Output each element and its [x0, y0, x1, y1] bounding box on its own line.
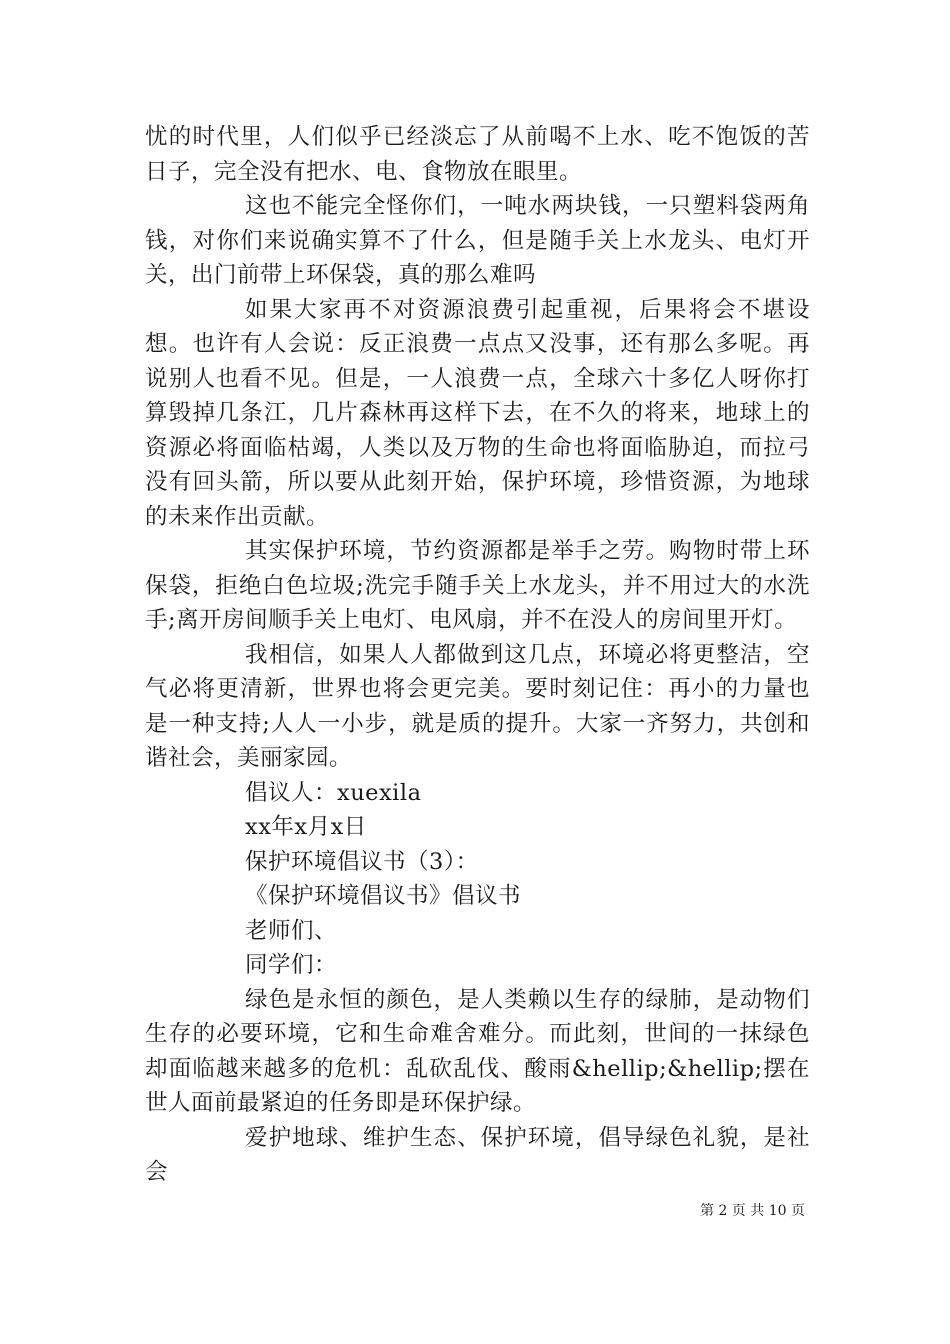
date-line: xx年x月x日: [245, 814, 367, 840]
section-heading: 保护环境倡议书（3）：: [245, 848, 479, 875]
salutation-teachers: 老师们、: [245, 917, 338, 944]
document-body: [145, 120, 810, 1190]
paragraph: 绿色是永恒的颜色，是人类赖以生存的绿肺，是动物们生存的必要环境，它和生命难舍难分。而此刻，世间的一抹绿色却面临越来越多的危机：乱砍乱伐、酸雨&hellip;&hellip;摆在世人面前最紧迫的任务即是环保护绿。: [145, 986, 810, 1116]
document-title: 《保护环境倡议书》倡议书: [245, 883, 522, 909]
paragraph: 其实保护环境，节约资源都是举手之劳。购物时带上环保袋，拒绝白色垃圾;洗完手随手关上水龙头，并不用过大的水洗手;离开房间顺手关上电灯、电风扇，并不在没人的房间里开灯。: [145, 538, 810, 633]
page-number: 第 2 页 共 10 页: [700, 1203, 805, 1219]
paragraph: 这也不能完全怪你们，一吨水两块钱，一只塑料袋两角钱，对你们来说确实算不了什么，但是随手关上水龙头、电灯开关，出门前带上环保袋，真的那么难吗: [145, 193, 810, 288]
proposer-line: 倡议人：xuexila: [245, 779, 422, 806]
paragraph: 我相信，如果人人都做到这几点，环境必将更整洁，空气必将更清新，世界也将会更完美。要时刻记住：再小的力量也是一种支持;人人一小步，就是质的提升。大家一齐努力，共创和谐社会，美丽家园。: [145, 641, 810, 771]
paragraph: 忧的时代里，人们似乎已经淡忘了从前喝不上水、吃不饱饭的苦日子，完全没有把水、电、食物放在眼里。: [145, 124, 810, 185]
paragraph: 爱护地球、维护生态、保护环境，倡导绿色礼貌，是社会: [145, 1124, 810, 1185]
salutation-students: 同学们：: [245, 952, 338, 978]
paragraph: 如果大家再不对资源浪费引起重视，后果将会不堪设想。也许有人会说：反正浪费一点点又没事，还有那么多呢。再说别人也看不见。但是，一人浪费一点，全球六十多亿人呀你打算毁掉几条江，几片森林再这样下去，在不久的将来，地球上的资源必将面临枯竭，人类以及万物的生命也将面临胁迫，而拉弓没有回头箭，所以要从此刻开始，保护环境，珍惜资源，为地球的未来作出贡献。: [145, 296, 810, 530]
